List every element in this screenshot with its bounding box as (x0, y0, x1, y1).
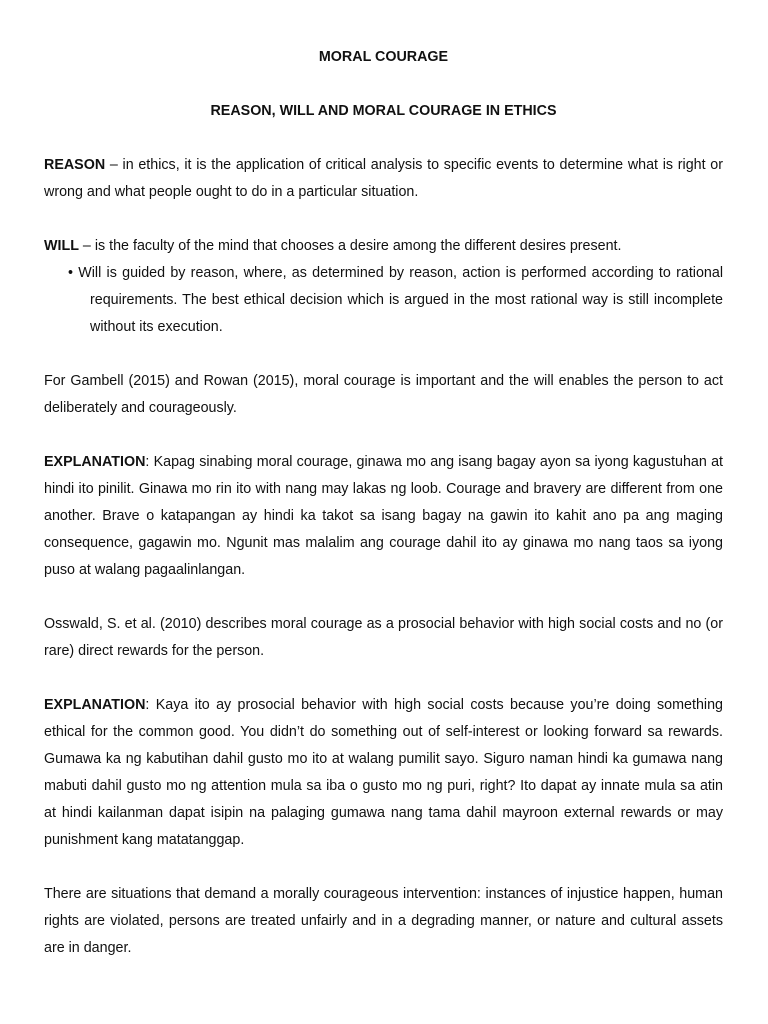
reason-paragraph (44, 152, 723, 206)
explanation-paragraph-2 (44, 692, 723, 854)
document-subtitle: REASON, WILL AND MORAL COURAGE IN ETHICS (210, 103, 557, 119)
explanation-term-2: EXPLANATION (44, 697, 146, 713)
osswald-paragraph: Osswald, S. et al. (2010) describes moral courage as a prosocial behavior with high social costs and no (or rare) direct rewards for the person. (44, 616, 723, 659)
will-paragraph (44, 233, 723, 260)
will-definition: – is the faculty of the mind that chooses a desire among the different desires present. (78, 238, 622, 254)
will-term: WILL (44, 238, 79, 254)
explanation-text-1: : Kapag sinabing moral courage, ginawa mo ang isang bagay ayon sa iyong kagustuhan at hindi ito pinilit. Ginawa mo rin ito with nang may lakas ng loob. Courage and bravery are different from one another. Brave o katapangan ay hindi ka takot sa isang bagay na gawin ito kahit ano pa ang maging consequence, gagawin mo. Ngunit mas malalim ang courage dahil ito ay ginawa mo nang taos sa iyong puso at walang pagaalinlangan. (44, 454, 723, 578)
explanation-term-1: EXPLANATION (44, 454, 146, 470)
situations-paragraph: There are situations that demand a morally courageous intervention: instances of injustice happen, human rights are violated, persons are treated unfairly and in a degrading manner, or nature and cultural assets are in danger. (44, 886, 723, 956)
reason-term: REASON (44, 157, 106, 173)
will-bullet-item: • Will is guided by reason, where, as determined by reason, action is performed according to rational requirements. The best ethical decision which is argued in the most rational way is still incomplete without its execution. (68, 265, 723, 335)
document-page (44, 44, 723, 962)
document-title: MORAL COURAGE (318, 49, 449, 65)
explanation-paragraph-1 (44, 449, 723, 584)
reason-definition: – in ethics, it is the application of critical analysis to specific events to determine what is right or wrong and what people ought to do in a particular situation. (44, 157, 723, 200)
gambell-paragraph: For Gambell (2015) and Rowan (2015), moral courage is important and the will enables the person to act deliberately and courageously. (44, 373, 723, 416)
explanation-text-2: : Kaya ito ay prosocial behavior with high social costs because you’re doing something ethical for the common good. You didn’t do something out of self-interest or looking forward sa rewards. Gumawa ka ng kabutihan dahil gusto mo ito at walang pumilit sayo. Siguro naman hindi ka gumawa nang mabuti dahil gusto mo ng attention mula sa iba o gusto mo ng puri, right? Ito dapat ay innate mula sa atin at hindi kailanman dapat isipin na palaging gumawa nang tama dahil mayroon external rewards or may punishment kang matatanggap. (44, 697, 723, 848)
